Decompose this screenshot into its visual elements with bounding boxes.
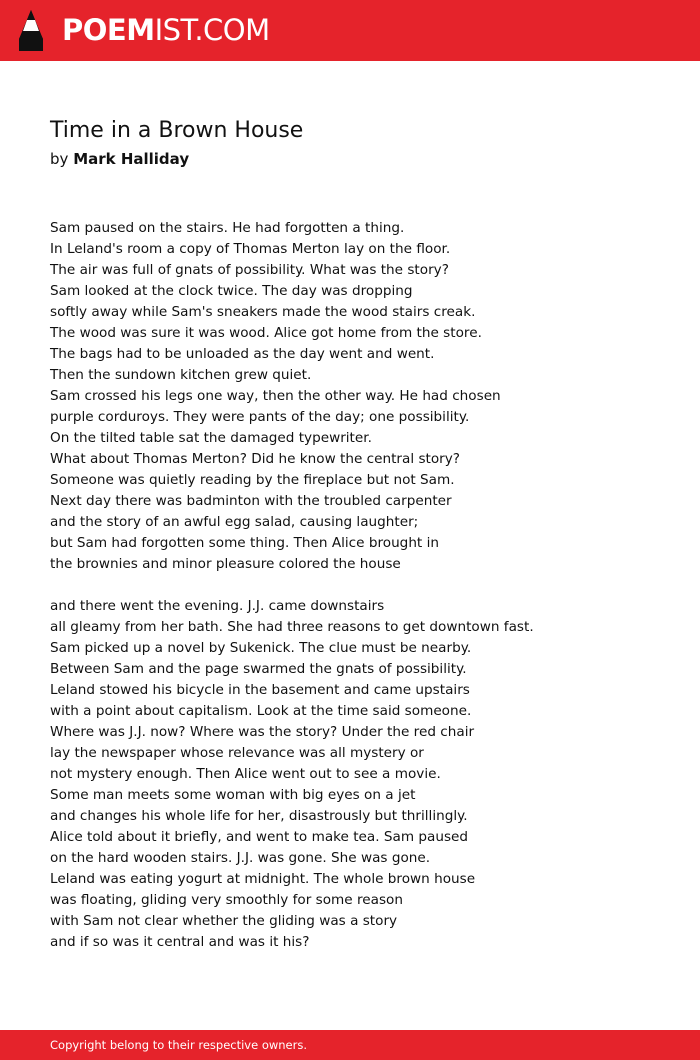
poem-line: with Sam not clear whether the gliding was a story	[50, 913, 398, 929]
site-logo[interactable]	[62, 13, 270, 47]
poem-line: Leland was eating yogurt at midnight. The whole brown house	[50, 871, 476, 887]
poem-line: On the tilted table sat the damaged typewriter.	[50, 430, 372, 446]
poem-line: not mystery enough. Then Alice went out to see a movie.	[50, 766, 441, 782]
poem-line: lay the newspaper whose relevance was all mystery or	[50, 745, 424, 761]
poem-line: but Sam had forgotten some thing. Then Alice brought in	[50, 535, 439, 551]
logo-text-light: IST.COM	[154, 13, 270, 47]
poem-line: Sam crossed his legs one way, then the other way. He had chosen	[50, 388, 501, 404]
poem-line: and changes his whole life for her, disastrously but thrillingly.	[50, 808, 468, 824]
poem-byline	[50, 148, 189, 170]
poem-line: was floating, gliding very smoothly for some reason	[50, 892, 403, 908]
poem-line: and the story of an awful egg salad, causing laughter;	[50, 514, 419, 530]
stanza-1	[50, 218, 670, 575]
poem-body	[50, 218, 670, 953]
poem-line: Then the sundown kitchen grew quiet.	[50, 367, 312, 383]
poem-line: the brownies and minor pleasure colored the house	[50, 556, 401, 572]
poem-line: The wood was sure it was wood. Alice got home from the store.	[50, 325, 482, 341]
poem-line: softly away while Sam's sneakers made the wood stairs creak.	[50, 304, 476, 320]
poem-line: Sam paused on the stairs. He had forgotten a thing.	[50, 220, 405, 236]
site-header	[0, 0, 700, 61]
logo-text-bold: POEM	[62, 13, 155, 47]
poem-line: Next day there was badminton with the troubled carpenter	[50, 493, 452, 509]
poem-title: Time in a Brown House	[50, 118, 304, 143]
poem-line: Sam picked up a novel by Sukenick. The clue must be nearby.	[50, 640, 472, 656]
poem-line: Some man meets some woman with big eyes on a jet	[50, 787, 416, 803]
poem-line: The bags had to be unloaded as the day went and went.	[50, 346, 435, 362]
poem-line: In Leland's room a copy of Thomas Merton lay on the floor.	[50, 241, 451, 257]
poem-line: on the hard wooden stairs. J.J. was gone. She was gone.	[50, 850, 431, 866]
poem-line: with a point about capitalism. Look at the time said someone.	[50, 703, 472, 719]
poem-line: purple corduroys. They were pants of the day; one possibility.	[50, 409, 470, 425]
poem-line: The air was full of gnats of possibility. What was the story?	[50, 262, 449, 278]
poem-line: and there went the evening. J.J. came downstairs	[50, 598, 385, 614]
poem-line: Between Sam and the page swarmed the gnats of possibility.	[50, 661, 467, 677]
pencil-icon[interactable]	[17, 9, 45, 51]
poem-line: all gleamy from her bath. She had three reasons to get downtown fast.	[50, 619, 534, 635]
stanza-2	[50, 596, 670, 953]
poem-line: Where was J.J. now? Where was the story? Under the red chair	[50, 724, 475, 740]
poem-line: Alice told about it briefly, and went to make tea. Sam paused	[50, 829, 469, 845]
poem-line: Someone was quietly reading by the fireplace but not Sam.	[50, 472, 455, 488]
poem-line: Sam looked at the clock twice. The day was dropping	[50, 283, 413, 299]
site-footer	[0, 1030, 700, 1060]
copyright-notice: Copyright belong to their respective owners.	[50, 1038, 308, 1052]
poem-line: and if so was it central and was it his?	[50, 934, 310, 950]
poem-author[interactable]: Mark Halliday	[73, 150, 190, 168]
by-label: by	[50, 150, 69, 168]
poem-line: What about Thomas Merton? Did he know the central story?	[50, 451, 461, 467]
poem-line: Leland stowed his bicycle in the basement and came upstairs	[50, 682, 470, 698]
